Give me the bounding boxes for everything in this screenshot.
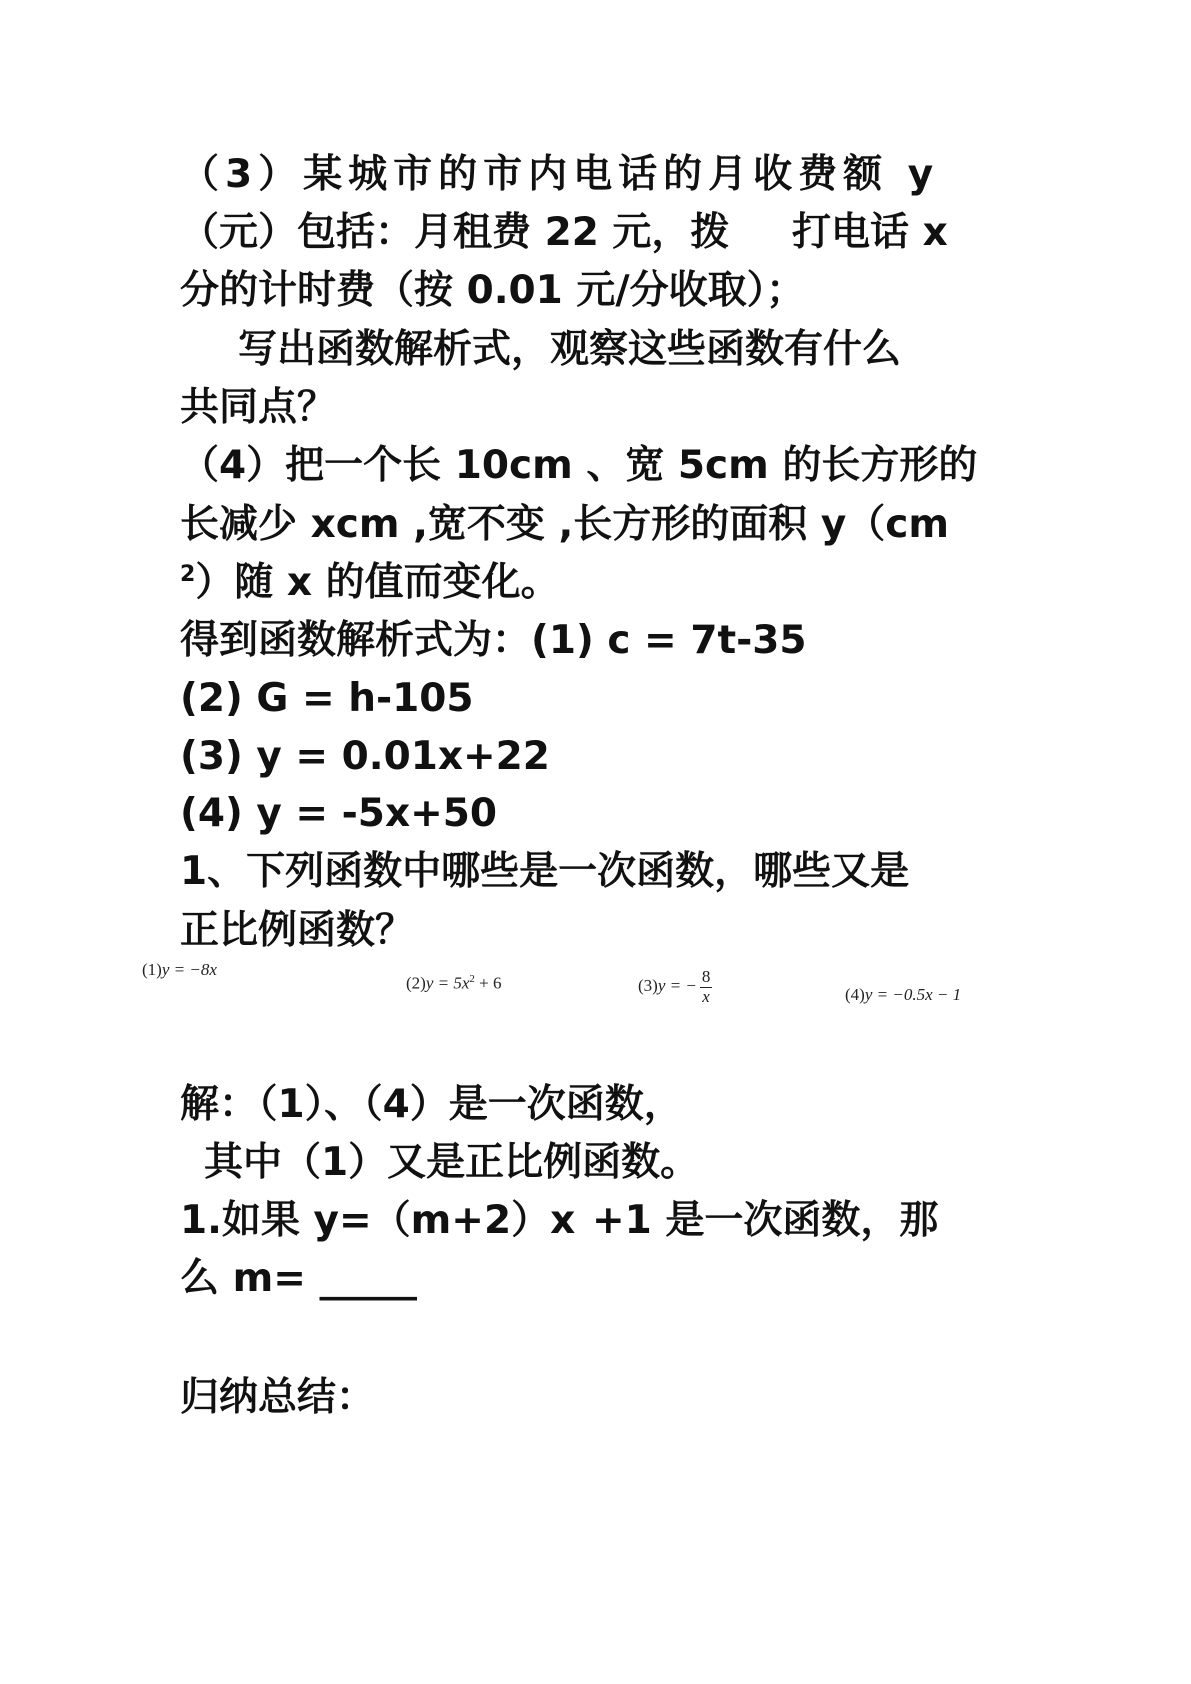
result-3: (3) y = 0.01x+22	[180, 734, 550, 779]
solution-line-2: 其中（1）又是正比例函数。	[204, 1140, 700, 1185]
formula-2-label: (2)	[406, 973, 426, 993]
formula-3	[638, 968, 712, 1006]
formula-3-fraction	[700, 968, 713, 1006]
exercise-2-line-2: 么 m= _____	[180, 1256, 417, 1301]
problem-3-line-3: 分的计时费（按 0.01 元/分收取）；	[180, 268, 806, 313]
solution-line-1: 解：（1）、（4）是一次函数，	[180, 1082, 683, 1127]
result-4: (4) y = -5x+50	[180, 791, 498, 836]
exercise-2-line-1a: 1.如果 y=（m+2）x	[180, 1198, 576, 1243]
formula-3-denominator: x	[702, 986, 710, 1006]
formula-1	[142, 960, 217, 980]
formula-3-numerator: 8	[701, 967, 711, 986]
problem-3-line-1: （3）某城市的市内电话的月收费额 y	[180, 152, 940, 197]
problem-4-line-1: （4）把一个长 10cm 、宽 5cm 的长方形的	[180, 443, 978, 488]
problem-3-line-2b: 打电话 x	[792, 210, 948, 255]
summary-title: 归纳总结：	[180, 1375, 376, 1420]
problem-3-line-2a: （元）包括：月租费 22 元，拨	[180, 210, 730, 255]
result-2: (2) G = h-105	[180, 676, 474, 721]
formula-4	[845, 985, 961, 1005]
superscript-two: 2	[180, 562, 196, 587]
formula-3-label: (3)	[638, 976, 658, 996]
formula-1-body: y = −8x	[161, 960, 217, 979]
problem-4-line-3-text: ）随 x 的值而变化。	[195, 560, 560, 605]
formula-2	[406, 973, 501, 994]
question-line-2: 共同点？	[180, 385, 337, 430]
formula-2-exponent: 2	[469, 973, 475, 985]
exercise-1-line-2: 正比例函数？	[180, 908, 415, 953]
formula-2-body: y = 5x	[425, 973, 470, 993]
formula-1-label: (1)	[142, 960, 162, 979]
problem-4-line-3	[180, 560, 560, 605]
formula-4-body: y = −0.5x − 1	[864, 985, 962, 1004]
formula-2-tail: + 6	[474, 973, 502, 993]
results-intro: 得到函数解析式为：(1) c = 7t-35	[180, 618, 807, 663]
exercise-1-line-1: 1、下列函数中哪些是一次函数，哪些又是	[180, 849, 910, 894]
question-line-1: 写出函数解析式，观察这些函数有什么	[238, 327, 902, 372]
problem-4-line-2: 长减少 xcm ,宽不变 ,长方形的面积 y（cm	[180, 502, 950, 547]
formula-4-label: (4)	[845, 985, 865, 1004]
formula-3-body: y = −	[657, 976, 697, 996]
exercise-2-line-1b: +1 是一次函数，那	[592, 1198, 939, 1243]
